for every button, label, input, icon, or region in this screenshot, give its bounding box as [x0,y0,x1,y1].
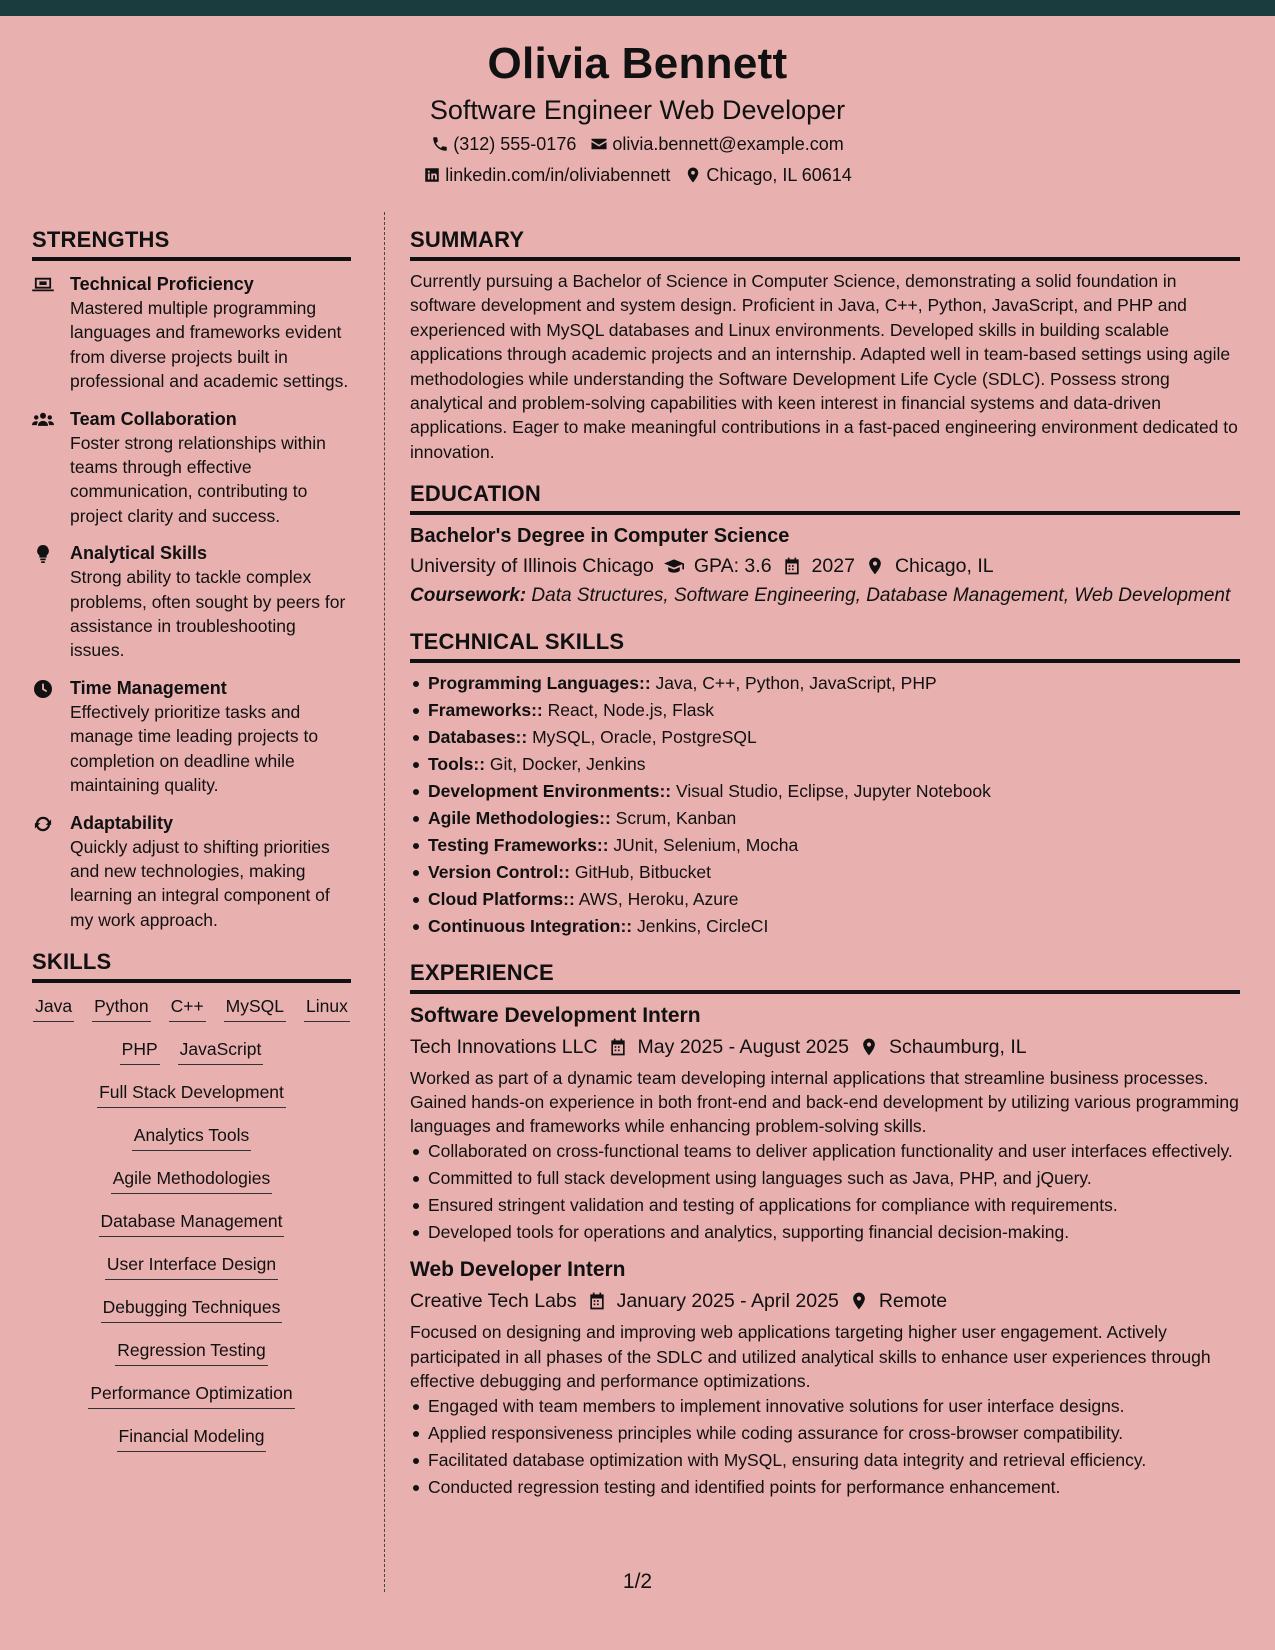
map-pin-icon [849,1291,869,1311]
technical-skills-section [410,628,1240,938]
skill-tag: MySQL [224,995,286,1022]
summary-text: Currently pursuing a Bachelor of Science in Computer Science, demonstrating a solid foundation in software development and system design. Proficient in Java, C++, Python, JavaScript, and PHP and experienced with MySQL databases and Linux environments. Developed skills in building scalable applications through academic projects and an internship. Adapted well in team-based settings using agile methodologies while understanding the Software Development Life Cycle (SDLC). Possess strong analytical and problem-solving capabilities with keen interest in financial systems and data-driven applications. Eager to make meaningful contributions in a fast-paced engineering environment dedicated to innovation. [410,271,1238,462]
strength-item [32,542,351,663]
page-number: 1/2 [622,1570,653,1593]
list-item: Engaged with team members to implement innovative solutions for user interface designs. [410,1394,1240,1418]
strength-title: Technical Proficiency [70,274,254,294]
sync-icon [32,815,54,833]
job-title: Software Development Intern [410,1003,701,1027]
right-column [410,226,1240,1502]
company-name: Tech Innovations LLC [410,1035,598,1058]
technical-skills-list [410,671,1240,938]
skill-values: Git, Docker, Jenkins [489,754,646,775]
skill-category: Databases:: [428,727,528,748]
job-location: Schaumburg, IL [888,1035,1027,1058]
education-heading: EDUCATION [410,480,1240,515]
skill-values: Visual Studio, Eclipse, Jupyter Notebook [675,781,991,802]
summary-heading: SUMMARY [410,226,1240,261]
skill-tag: C++ [169,995,206,1022]
list-item [410,860,1240,884]
candidate-title: Software Engineer Web Developer [429,95,846,125]
job-description: Focused on designing and improving web applications targeting higher user engagement. Actively participated in all phases of the SDLC and utilized analytical skills to enhance user experiences through effective debugging and performance optimizations. [410,1322,1211,1392]
lightbulb-icon [32,545,54,563]
list-item [410,914,1240,938]
skill-tag: Analytics Tools [132,1124,251,1151]
contact-row-2 [0,163,1275,187]
skill-category: Frameworks:: [428,700,543,721]
skill-values: Java, C++, Python, JavaScript, PHP [655,673,937,694]
graduation-year: 2027 [811,555,855,578]
strength-desc: Effectively prioritize tasks and manage time leading projects to completion on deadline while maintaining quality. [70,701,319,796]
list-item: Conducted regression testing and identified points for performance enhancement. [410,1475,1240,1499]
skill-tag: Full Stack Development [97,1081,286,1108]
contact-phone [431,132,576,156]
column-divider [384,212,385,1592]
strength-title: Adaptability [70,812,174,833]
skill-values: Scrum, Kanban [615,808,737,829]
job-title: Web Developer Intern [410,1258,626,1282]
list-item: Collaborated on cross-functional teams to deliver application functionality and user interfaces effectively. [410,1139,1240,1163]
job-entry [410,1256,1240,1499]
strength-item [32,677,351,798]
contact-email[interactable] [590,132,843,156]
skill-category: Testing Frameworks:: [428,835,609,856]
job-description: Worked as part of a dynamic team developing internal applications that streamline business processes. Gained hands-on experience in both front-end and back-end development by utilizing various programming languages and frameworks while enhancing problem-solving skills. [410,1067,1239,1137]
skill-tag: Database Management [99,1210,285,1237]
coursework [410,584,1240,608]
degree-title: Bachelor's Degree in Computer Science [410,525,790,548]
skill-tag: Agile Methodologies [111,1167,273,1194]
map-pin-icon [859,1037,879,1057]
skill-category: Development Environments:: [428,781,672,802]
job-bullets [410,1394,1240,1499]
email-text: olivia.bennett@example.com [612,134,844,154]
list-item: Ensured stringent validation and testing of applications for compliance with requirements. [410,1193,1240,1217]
skill-tag: JavaScript [178,1038,264,1065]
list-item: Committed to full stack development using languages such as Java, PHP, and jQuery. [410,1166,1240,1190]
strength-item [32,273,351,394]
skill-tag: Linux [304,995,350,1022]
skill-category: Version Control:: [428,862,570,883]
education-location: Chicago, IL [894,555,994,578]
skill-values: GitHub, Bitbucket [574,862,711,883]
candidate-name: Olivia Bennett [487,39,788,88]
job-bullets [410,1139,1240,1244]
strength-title: Analytical Skills [70,543,208,564]
skills-heading: SKILLS [32,948,351,983]
job-meta [410,1288,1240,1314]
graduation-cap-icon [664,556,684,576]
job-dates: May 2025 - August 2025 [637,1035,849,1058]
map-pin-icon [865,556,885,576]
location-text: Chicago, IL 60614 [706,165,852,185]
left-column [32,226,351,1468]
list-item [410,833,1240,857]
skill-category: Continuous Integration:: [428,916,633,937]
laptop-icon [32,276,54,294]
contact-row-1 [0,132,1275,156]
strength-title: Team Collaboration [70,408,237,429]
users-icon [32,411,54,429]
experience-heading: EXPERIENCE [410,959,1240,994]
strength-item [32,408,351,529]
list-item [410,887,1240,911]
experience-section [410,959,1240,1499]
job-entry [410,1002,1240,1245]
list-item [410,725,1240,749]
strength-item [32,812,351,933]
skill-values: MySQL, Oracle, PostgreSQL [532,727,757,748]
job-location: Remote [878,1290,948,1313]
envelope-icon [590,135,608,153]
skill-category: Agile Methodologies:: [428,808,611,829]
list-item: Developed tools for operations and analytics, supporting financial decision-making. [410,1220,1240,1244]
skills-section [32,948,351,1452]
company-name: Creative Tech Labs [410,1290,577,1313]
list-item: Applied responsiveness principles while coding assurance for cross-browser compatibility. [410,1421,1240,1445]
skill-category: Programming Languages:: [428,673,651,694]
gpa: GPA: 3.6 [693,555,772,578]
skill-tag: Java [33,995,74,1022]
skill-values: React, Node.js, Flask [547,700,714,721]
skill-tags [32,995,351,1452]
strengths-heading: STRENGTHS [32,226,351,261]
skill-values: JUnit, Selenium, Mocha [613,835,799,856]
coursework-label: Coursework: [410,585,527,607]
linkedin-icon [423,166,441,184]
phone-text: (312) 555-0176 [453,134,577,154]
resume-header [0,34,1275,187]
top-accent-bar [0,0,1275,16]
map-pin-icon [684,166,702,184]
skill-category: Tools:: [428,754,486,775]
contact-linkedin[interactable] [423,163,670,187]
strength-desc: Quickly adjust to shifting priorities and new technologies, making learning an integral component of my work approach. [70,836,330,930]
phone-icon [431,135,449,153]
skill-tag: User Interface Design [105,1253,278,1280]
coursework-list: Data Structures, Software Engineering, Database Management, Web Development [531,585,1231,607]
clock-icon [32,680,54,698]
skill-tag: Financial Modeling [117,1425,267,1452]
education-section [410,480,1240,608]
strength-title: Time Management [70,677,227,698]
skill-tag: PHP [120,1038,160,1065]
contact-location [684,163,851,187]
list-item [410,698,1240,722]
skill-tag: Regression Testing [115,1339,268,1366]
list-item [410,779,1240,803]
school-name: University of Illinois Chicago [410,555,654,578]
strength-desc: Mastered multiple programming languages and frameworks evident from diverse projects built in professional and academic settings. [70,298,349,392]
strengths-list [32,273,351,932]
strength-desc: Strong ability to tackle complex problems, often sought by peers for assistance in troubleshooting issues. [70,567,346,661]
skill-values: AWS, Heroku, Azure [578,889,739,910]
skill-tag: Debugging Techniques [101,1296,283,1323]
skill-tag: Performance Optimization [88,1382,294,1409]
list-item: Facilitated database optimization with MySQL, ensuring data integrity and retrieval efficiency. [410,1448,1240,1472]
calendar-icon [782,556,802,576]
list-item [410,752,1240,776]
calendar-icon [587,1291,607,1311]
list-item [410,671,1240,695]
job-meta [410,1034,1240,1060]
technical-skills-heading: TECHNICAL SKILLS [410,628,1240,663]
calendar-icon [608,1037,628,1057]
linkedin-text: linkedin.com/in/oliviabennett [445,165,671,185]
strength-desc: Foster strong relationships within teams through effective communication, contributing to project clarity and success. [70,432,326,526]
skill-values: Jenkins, CircleCI [637,916,769,937]
list-item [410,806,1240,830]
education-meta [410,553,1240,579]
job-dates: January 2025 - April 2025 [616,1290,839,1313]
skill-tag: Python [92,995,150,1022]
skill-category: Cloud Platforms:: [428,889,575,910]
